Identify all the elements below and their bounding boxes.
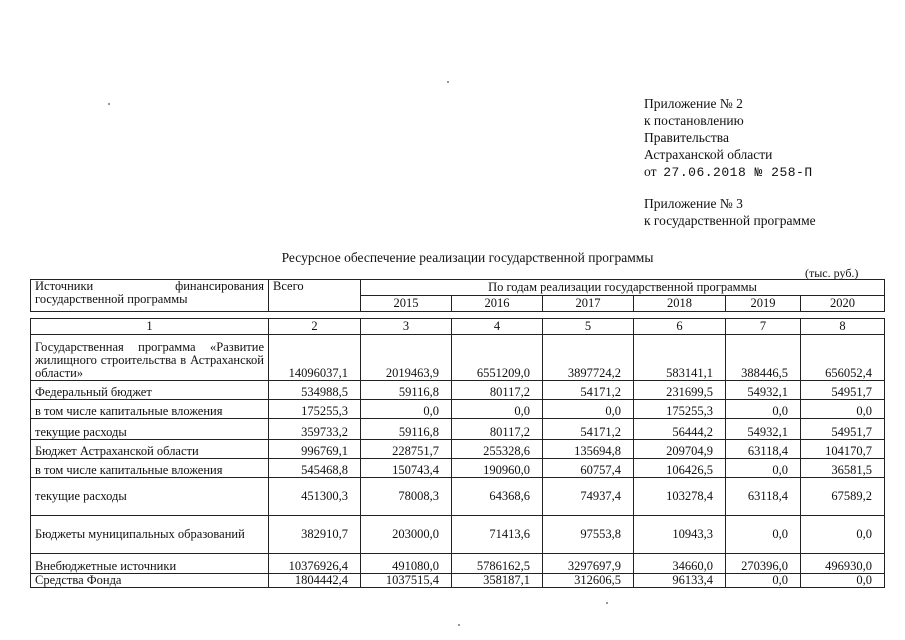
header-year: 2019	[726, 296, 801, 312]
appendix-line: к государственной программе	[644, 213, 816, 228]
row-value-cell: 228751,7	[361, 440, 452, 459]
header-year: 2016	[452, 296, 543, 312]
table-row	[31, 478, 885, 516]
row-value-cell: 0,0	[726, 400, 801, 419]
row-value-cell: 358187,1	[452, 574, 543, 588]
row-value-cell: 0,0	[726, 459, 801, 478]
row-value-cell: 1037515,4	[361, 574, 452, 588]
header-year: 2017	[543, 296, 634, 312]
header-year: 2018	[634, 296, 726, 312]
row-value-cell: 5786162,5	[452, 554, 543, 574]
column-number: 8	[801, 319, 885, 335]
row-value-cell: 203000,0	[361, 516, 452, 554]
table-row	[31, 554, 885, 574]
row-value-cell: 231699,5	[634, 381, 726, 400]
appendix-line: Астраханской области	[644, 147, 773, 162]
table-row	[31, 574, 885, 588]
table-row	[31, 400, 885, 419]
row-value-cell: 0,0	[726, 516, 801, 554]
row-value-cell: 54951,7	[801, 381, 885, 400]
row-value-cell: 67589,2	[801, 478, 885, 516]
row-value-cell: 382910,7	[269, 516, 361, 554]
row-source-name: текущие расходы	[31, 419, 269, 440]
row-value-cell: 78008,3	[361, 478, 452, 516]
row-value-cell: 2019463,9	[361, 335, 452, 381]
header-source: Источники финансирования государственной программы	[31, 280, 269, 312]
row-source-name: Средства Фонда	[31, 574, 269, 588]
appendix-line: Приложение № 3	[644, 196, 743, 211]
column-number: 2	[269, 319, 361, 335]
row-source-name: Внебюджетные источники	[31, 554, 269, 574]
resolution-date: 27.06.2018 № 258-П	[663, 165, 813, 180]
row-value-cell: 388446,5	[726, 335, 801, 381]
row-value-cell: 74937,4	[543, 478, 634, 516]
row-value-cell: 0,0	[452, 400, 543, 419]
document-title: Ресурсное обеспечение реализации государственной программы	[281, 250, 654, 265]
row-value-cell: 54171,2	[543, 419, 634, 440]
appendix-line: Приложение № 2	[644, 96, 743, 111]
row-value-cell: 59116,8	[361, 381, 452, 400]
row-source-name: в том числе капитальные вложения	[31, 459, 269, 478]
row-value-cell: 0,0	[543, 400, 634, 419]
row-value-cell: 103278,4	[634, 478, 726, 516]
table-row	[31, 419, 885, 440]
table-row	[31, 440, 885, 459]
row-value-cell: 359733,2	[269, 419, 361, 440]
row-source-name: Бюджет Астраханской области	[31, 440, 269, 459]
row-value-cell: 1804442,4	[269, 574, 361, 588]
table-row	[31, 459, 885, 478]
row-value-cell: 451300,3	[269, 478, 361, 516]
row-value-cell: 175255,3	[269, 400, 361, 419]
row-value-cell: 6551209,0	[452, 335, 543, 381]
column-numbers-row	[31, 319, 885, 335]
row-value-cell: 175255,3	[634, 400, 726, 419]
table-row	[31, 335, 885, 381]
row-value-cell: 491080,0	[361, 554, 452, 574]
row-value-cell: 656052,4	[801, 335, 885, 381]
row-value-cell: 312606,5	[543, 574, 634, 588]
header-years-group: По годам реализации государственной программы	[361, 280, 885, 296]
row-value-cell: 60757,4	[543, 459, 634, 478]
row-value-cell: 0,0	[726, 574, 801, 588]
row-value-cell: 496930,0	[801, 554, 885, 574]
column-number: 4	[452, 319, 543, 335]
row-value-cell: 0,0	[801, 574, 885, 588]
row-value-cell: 545468,8	[269, 459, 361, 478]
row-value-cell: 36581,5	[801, 459, 885, 478]
table-body	[31, 335, 885, 588]
resolution-date-line	[644, 163, 894, 181]
table-row	[31, 381, 885, 400]
row-value-cell: 63118,4	[726, 440, 801, 459]
table-row	[31, 516, 885, 554]
row-value-cell: 996769,1	[269, 440, 361, 459]
row-source-name: Федеральный бюджет	[31, 381, 269, 400]
appendix-line: Правительства	[644, 130, 729, 145]
row-value-cell: 3297697,9	[543, 554, 634, 574]
column-number: 7	[726, 319, 801, 335]
header-year: 2020	[801, 296, 885, 312]
header-year: 2015	[361, 296, 452, 312]
row-value-cell: 0,0	[801, 400, 885, 419]
row-value-cell: 56444,2	[634, 419, 726, 440]
row-value-cell: 534988,5	[269, 381, 361, 400]
row-value-cell: 54932,1	[726, 419, 801, 440]
row-value-cell: 150743,4	[361, 459, 452, 478]
row-value-cell: 54951,7	[801, 419, 885, 440]
row-value-cell: 10376926,4	[269, 554, 361, 574]
row-source-name: Государственная программа «Развитие жилищного строительства в Астраханской области»	[31, 335, 269, 381]
row-source-name: в том числе капитальные вложения	[31, 400, 269, 419]
row-value-cell: 97553,8	[543, 516, 634, 554]
row-value-cell: 54932,1	[726, 381, 801, 400]
date-prefix: от	[644, 164, 657, 179]
column-number: 3	[361, 319, 452, 335]
row-source-name: Бюджеты муниципальных образований	[31, 516, 269, 554]
row-value-cell: 96133,4	[634, 574, 726, 588]
row-value-cell: 135694,8	[543, 440, 634, 459]
row-value-cell: 80117,2	[452, 419, 543, 440]
resource-table	[30, 279, 885, 588]
header-total: Всего	[269, 280, 361, 312]
row-value-cell: 54171,2	[543, 381, 634, 400]
row-value-cell: 10943,3	[634, 516, 726, 554]
row-value-cell: 0,0	[801, 516, 885, 554]
row-value-cell: 14096037,1	[269, 335, 361, 381]
row-value-cell: 34660,0	[634, 554, 726, 574]
row-value-cell: 270396,0	[726, 554, 801, 574]
row-value-cell: 59116,8	[361, 419, 452, 440]
row-value-cell: 71413,6	[452, 516, 543, 554]
row-value-cell: 583141,1	[634, 335, 726, 381]
row-value-cell: 106426,5	[634, 459, 726, 478]
row-value-cell: 190960,0	[452, 459, 543, 478]
row-value-cell: 63118,4	[726, 478, 801, 516]
row-value-cell: 64368,6	[452, 478, 543, 516]
row-value-cell: 104170,7	[801, 440, 885, 459]
appendix-header	[644, 95, 894, 229]
row-source-name: текущие расходы	[31, 478, 269, 516]
column-number: 6	[634, 319, 726, 335]
units-label: (тыс. руб.)	[805, 266, 859, 280]
row-value-cell: 3897724,2	[543, 335, 634, 381]
row-value-cell: 255328,6	[452, 440, 543, 459]
column-number: 5	[543, 319, 634, 335]
row-value-cell: 80117,2	[452, 381, 543, 400]
row-value-cell: 209704,9	[634, 440, 726, 459]
appendix-line: к постановлению	[644, 113, 744, 128]
row-value-cell: 0,0	[361, 400, 452, 419]
column-number: 1	[31, 319, 269, 335]
